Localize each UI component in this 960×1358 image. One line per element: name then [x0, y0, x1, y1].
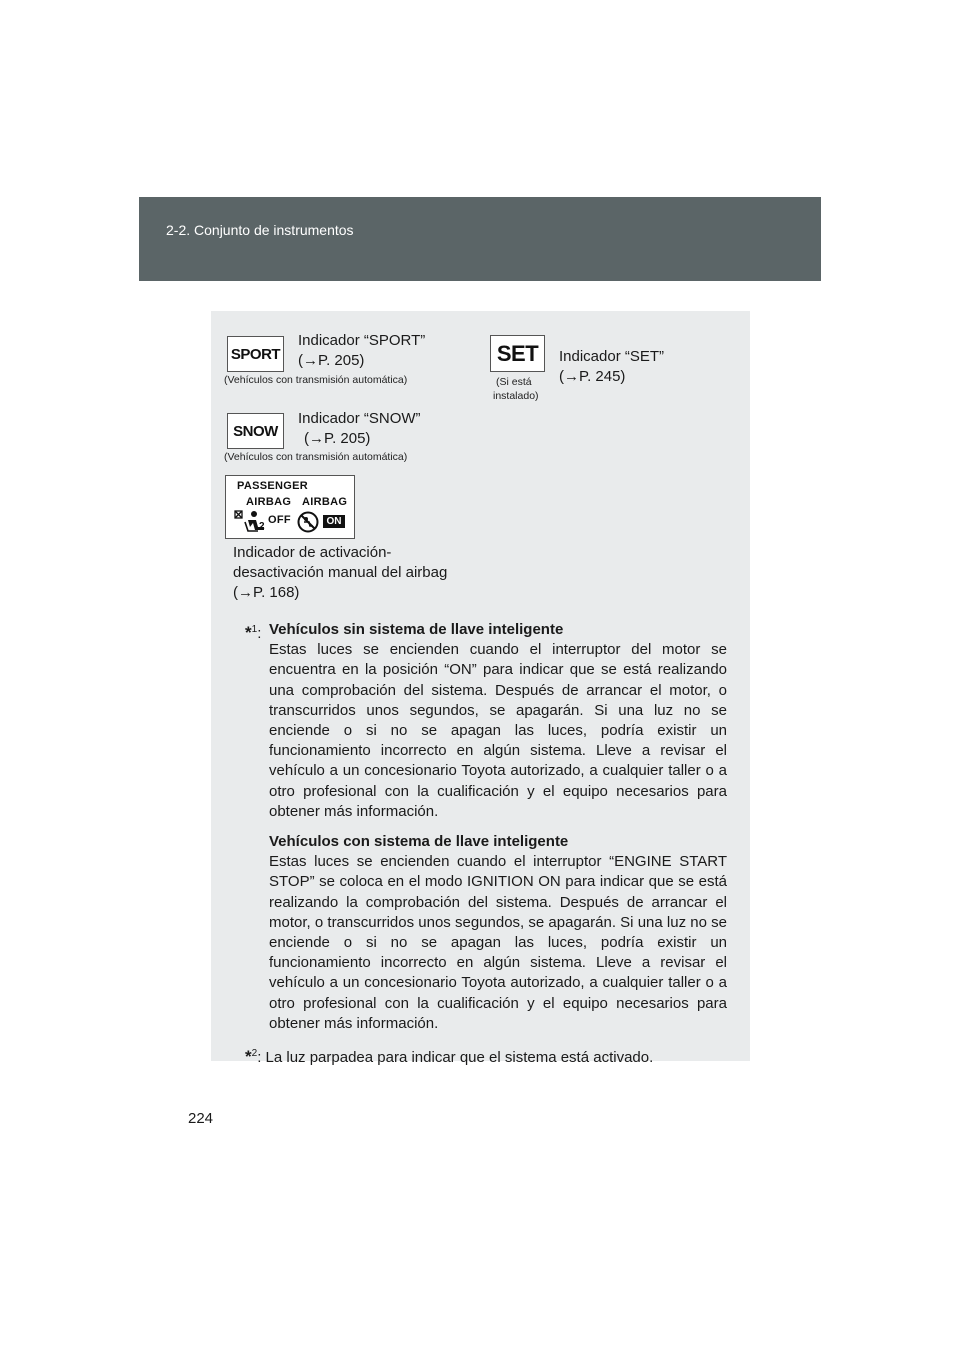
airbag-desc-2: desactivación manual del airbag: [233, 564, 448, 581]
airbag-off-label: OFF: [268, 514, 291, 526]
airbag-passenger-label: PASSENGER: [237, 480, 308, 492]
footnote-2-text: : La luz parpadea para indicar que el sistema está activado.: [257, 1049, 654, 1067]
airbag-right-label: AIRBAG: [302, 496, 348, 508]
snow-indicator-title: Indicador “SNOW”: [298, 410, 421, 427]
footnote-1b-text: Estas luces se encienden cuando el interruptor “ENGINE START STOP” se coloca en el modo IGNITION ON para indicar que se está realizando la comprobación del sistema. Después de arrancar el motor, o transcurridos unos segundos, se apagarán. Si una luz no se enciende o si no se apagan las luces, podría existir un funcionamiento incorrecto en algún sistema. Lleve a revisar el vehículo a un concesionario Toyota autorizado, a cualquier taller o a otro profesional con la cualificación y el equipo necesarios para obtener más información.: [269, 853, 727, 1032]
footnote-1b-heading: Vehículos con sistema de llave inteligente: [269, 833, 569, 851]
snow-badge-text: SNOW: [233, 422, 278, 440]
set-indicator-icon: [490, 335, 545, 372]
snow-indicator-ref: (→P. 205): [304, 430, 371, 447]
airbag-disabled-icon: [297, 511, 319, 533]
footnote-1-text: Estas luces se encienden cuando el interruptor del motor se encuentra en la posición “ON” para indicar que se está realizando una comprobación del sistema. Después de arrancar el motor, o transcurridos unos segundos, se apagarán. Si una luz no se enciende o si no se apagan las luces, podría existir un funcionamiento incorrecto en algún sistema. Lleve a revisar el vehículo a un concesionario Toyota autorizado, a cualquier taller o a otro profesional con la cualificación y el equipo necesarios para obtener más información.: [269, 641, 727, 820]
snow-indicator-icon: [227, 413, 284, 449]
airbag-on-label: ON: [326, 516, 342, 527]
sport-indicator-note: (Vehículos con transmisión automática): [224, 374, 408, 386]
set-indicator-title: Indicador “SET”: [559, 348, 665, 365]
airbag-left-label: AIRBAG: [246, 496, 292, 508]
set-indicator-ref: (→P. 245): [559, 368, 626, 385]
sport-indicator-ref: (→P. 205): [298, 352, 365, 369]
snow-indicator-note: (Vehículos con transmisión automática): [224, 451, 408, 463]
set-badge-text: SET: [496, 340, 539, 366]
footnote-1: *$^1$: Vehículos sin sistema de llave inteligente Estas luces se encienden cuando el interruptor del motor se encuentra en la posición “ON” para indicar que se está realizando una comprobación del sistema. Después de arrancar el motor, o transcurridos unos segundos, se apagarán. Si una luz no se enciende o si no se apagan las luces, podría existir un funcionamiento incorrecto en algún sistema. Lleve a revisar el vehículo a un concesionario Toyota autorizado, a cualquier taller o a otro profesional con la cualificación y el equipo necesarios para obtener más información. Vehículos con sistema de llave inteligente Estas luces se encienden cuando el interruptor “ENGINE START STOP” se coloca en el modo IGNITION ON para indicar que se está realizando la comprobación del sistema. Después de arrancar el motor, o transcurridos unos segundos, se apagarán. Si una luz no se enciende o si no se apagan las luces, podría existir un funcionamiento incorrecto en algún sistema. Lleve a revisar el vehículo a un concesionario Toyota autorizado, a cualquier taller o a otro profesional con la cualificación y el equipo necesarios para obtener más información.: [245, 620, 727, 1034]
section-title: 2-2. Conjunto de instrumentos: [166, 222, 354, 238]
set-indicator-note-2: instalado): [493, 390, 539, 402]
passenger-airbag-indicator-icon: [225, 475, 355, 539]
sport-badge-text: SPORT: [230, 345, 281, 363]
airbag-desc-1: Indicador de activación-: [233, 544, 392, 561]
indicator-panel: [211, 311, 750, 1067]
footnote-2-mark: 2: [251, 1048, 258, 1060]
sport-indicator-icon: [227, 336, 284, 372]
footnote-1-mark: 1: [251, 624, 258, 635]
footnote-2: *$^2$: La luz parpadea para indicar que el sistema está activado.: [245, 1047, 654, 1067]
page-number: 224: [188, 1110, 214, 1127]
footnote-1-heading: Vehículos sin sistema de llave inteligente: [269, 621, 564, 638]
airbag-desc-3: (→P. 168): [233, 584, 300, 601]
airbag-on-box: [323, 515, 345, 528]
section-header: [139, 197, 821, 281]
footnotes: [245, 620, 727, 1068]
airbag-sub-label: 2: [259, 521, 265, 532]
set-indicator-note-1: (Si está: [496, 376, 532, 388]
sport-indicator-title: Indicador “SPORT”: [298, 332, 426, 349]
